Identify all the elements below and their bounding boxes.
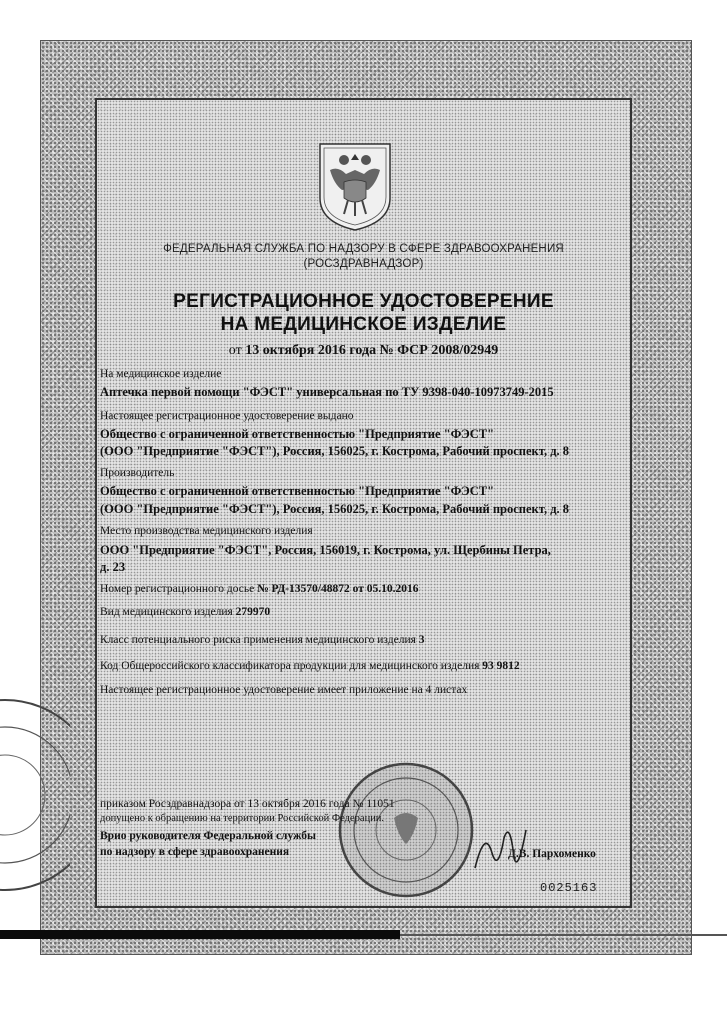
side-stamp-fragment [0,690,70,900]
okp-code-label: Код Общероссийского классификатора продукции для медицинского изделия [100,660,480,672]
certificate-title: РЕГИСТРАЦИОННОЕ УДОСТОВЕРЕНИЕ [173,291,554,312]
certificate-date-number [95,343,632,359]
annex-note: Настоящее регистрационное удостоверение имеет приложение на 4 листах [100,684,468,696]
device-type-label: Вид медицинского изделия [100,606,233,618]
issued-line-2: (ООО "Предприятие "ФЭСТ"), Россия, 156025, г. Кострома, Рабочий проспект, д. 8 [100,444,570,458]
dossier-label: Номер регистрационного досье [100,583,255,595]
number-sign: № [379,343,394,358]
signatory-position-1: Врио руководителя Федеральной службы [100,830,317,842]
signatory-name: Д.В. Пархоменко [508,848,596,860]
signatory-position-2: по надзору в сфере здравоохранения [100,846,290,858]
issued-label: Настоящее регистрационное удостоверение выдано [100,410,354,422]
device-type-value: 279970 [235,606,271,618]
issued-line-1: Общество с ограниченной ответственностью "Предприятие "ФЭСТ" [100,427,495,441]
device-type-row [100,606,270,618]
production-line-2: д. 23 [100,560,126,574]
okp-code-row [100,660,520,672]
dossier-row [100,583,419,595]
device-value: Аптечка первой помощи "ФЭСТ" универсальная по ТУ 9398-040-10973749-2015 [100,385,554,399]
manufacturer-line-2: (ООО "Предприятие "ФЭСТ"), Россия, 156025, г. Кострома, Рабочий проспект, д. 8 [100,502,570,516]
production-line-1: ООО "Предприятие "ФЭСТ", Россия, 156019, г. Кострома, ул. Щербины Петра, [100,543,551,557]
production-label: Место производства медицинского изделия [100,525,313,537]
official-round-seal [336,760,476,900]
risk-class-value: 3 [418,634,425,646]
manufacturer-label: Производитель [100,467,175,479]
scan-edge-bar [0,930,400,939]
risk-class-row [100,634,425,646]
form-serial-number: 0025163 [540,881,598,895]
certificate-subtitle: НА МЕДИЦИНСКОЕ ИЗДЕЛИЕ [220,314,507,335]
scan-edge-line [400,934,727,936]
certificate-number: ФСР 2008/02949 [397,343,499,358]
date-prefix: от [228,343,242,358]
issue-date: 13 октября 2016 года [245,343,377,358]
risk-class-label: Класс потенциального риска применения медицинского изделия [100,634,416,646]
handwritten-signature [470,818,530,878]
coat-of-arms-icon [316,140,394,232]
okp-code-value: 93 9812 [482,660,520,672]
agency-abbreviation: (РОСЗДРАВНАДЗОР) [303,258,424,270]
order-line-2: допущено к обращению на территории Российской Федерации. [100,813,385,824]
order-line-1: приказом Росздравнадзора от 13 октября 2016 года № 11051 [100,798,395,810]
manufacturer-line-1: Общество с ограниченной ответственностью "Предприятие "ФЭСТ" [100,484,495,498]
agency-name: ФЕДЕРАЛЬНАЯ СЛУЖБА ПО НАДЗОРУ В СФЕРЕ ЗДРАВООХРАНЕНИЯ [163,243,564,255]
device-label: На медицинское изделие [100,368,222,380]
dossier-value: № РД-13570/48872 от 05.10.2016 [257,583,419,595]
